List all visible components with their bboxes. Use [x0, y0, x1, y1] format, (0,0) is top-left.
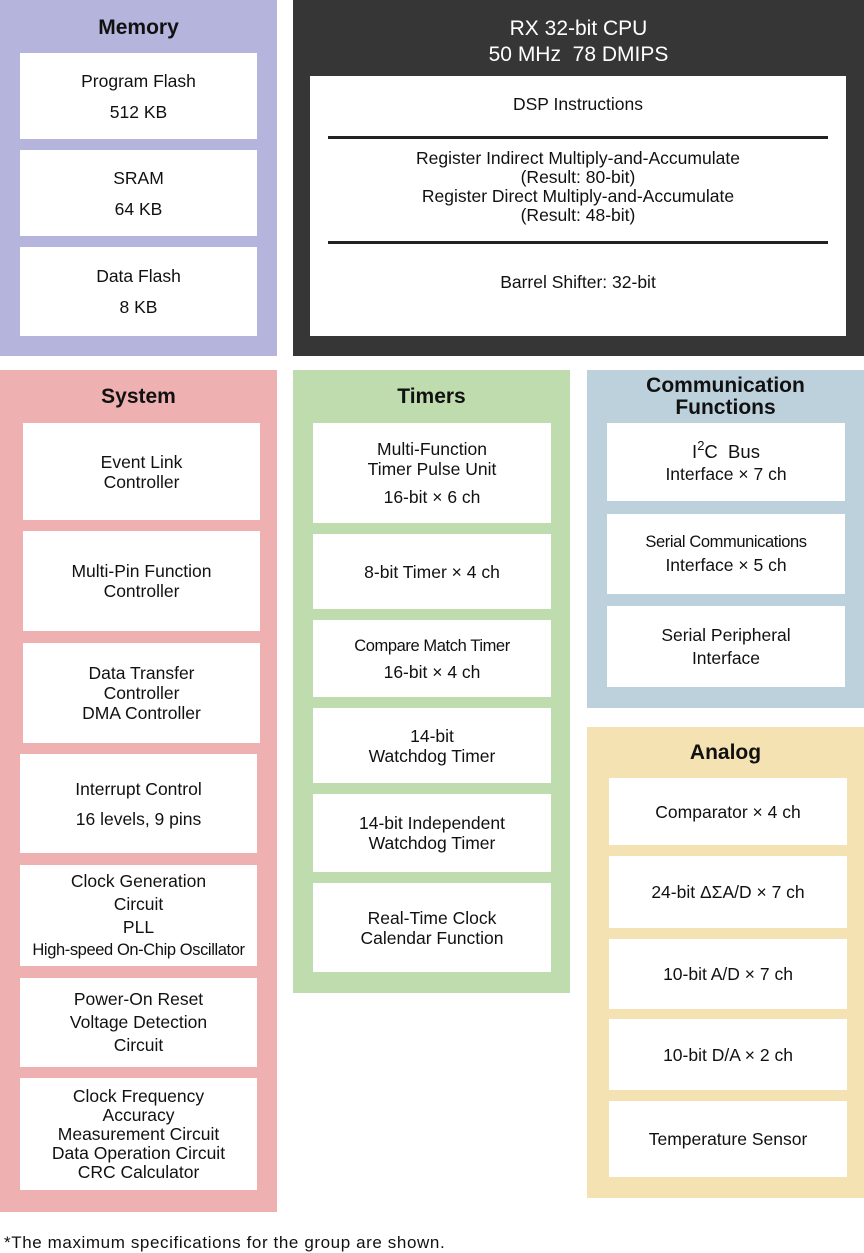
misc-line-4: Data Operation Circuit: [51, 1142, 226, 1163]
cpu-title-block: [293, 16, 864, 68]
10bit-dac-block: [609, 1019, 847, 1090]
wdt-line-2: Watchdog Timer: [368, 745, 496, 766]
dtc-line-1: Data Transfer: [88, 663, 195, 683]
i2c-line-1: [692, 440, 760, 464]
rspi-line-1: Serial Peripheral: [661, 624, 791, 645]
mac-indirect-result: (Result: 80-bit): [520, 167, 636, 187]
analog-panel: [587, 727, 864, 1198]
cpu-divider-bottom: [328, 241, 828, 244]
10bit-adc-block: [609, 939, 847, 1009]
i2c-suffix: C Bus: [704, 441, 760, 462]
cpu-spec: 50 MHz 78 DMIPS: [488, 43, 669, 66]
data-flash-name: Data Flash: [96, 266, 181, 286]
iwdt-line-1: 14-bit Independent: [359, 813, 505, 833]
i2c-superscript: 2: [697, 438, 705, 453]
analog-item-adc: 10-bit A/D × 7 ch: [663, 964, 793, 984]
power-on-reset-block: [20, 978, 257, 1067]
real-time-clock-block: [313, 883, 551, 972]
mac-direct-result: (Result: 48-bit): [520, 205, 636, 225]
por-line-1: Power-On Reset: [73, 989, 204, 1009]
dtc-line-3: DMA Controller: [82, 703, 201, 723]
timers-panel: [293, 370, 570, 993]
comm-title-line-1: Communication: [646, 374, 805, 397]
footnote: *The maximum specifications for the group are shown.: [4, 1233, 446, 1252]
clock-generation-circuit-block: [20, 865, 257, 966]
memory-panel: [0, 0, 277, 356]
dtc-line-2: Controller: [103, 683, 180, 703]
barrel-shifter: Barrel Shifter: 32-bit: [500, 272, 656, 292]
sci-line-2: Interface × 5 ch: [665, 555, 787, 575]
8bit-timer-block: [313, 534, 551, 609]
event-link-controller-block: [23, 423, 260, 520]
mpc-line-2: Controller: [103, 581, 180, 601]
analog-item-dac: 10-bit D/A × 2 ch: [663, 1044, 793, 1065]
por-line-3: Circuit: [113, 1035, 164, 1055]
watchdog-timer-block: [313, 708, 551, 783]
iwdt-line-2: Watchdog Timer: [368, 833, 496, 853]
memory-title: Memory: [98, 16, 179, 39]
temperature-sensor-block: [609, 1101, 847, 1177]
system-title: System: [101, 385, 176, 408]
mtu-line-1: Multi-Function: [377, 439, 487, 459]
cgc-line-3: PLL: [122, 916, 155, 937]
dsp-instructions: DSP Instructions: [512, 94, 643, 114]
sram-size: 64 KB: [114, 198, 163, 219]
i2c-prefix: I: [692, 441, 698, 462]
misc-line-2: Accuracy: [102, 1104, 175, 1125]
communication-title: [587, 375, 864, 419]
data-flash-size: 8 KB: [119, 297, 158, 317]
icu-line-1: Interrupt Control: [75, 778, 202, 799]
cpu-panel: [293, 0, 864, 356]
program-flash-size: 512 KB: [109, 101, 168, 122]
multi-pin-function-controller-block: [23, 531, 260, 631]
independent-watchdog-timer-block: [313, 794, 551, 872]
sram-block: [20, 150, 257, 236]
mtu-block: [313, 423, 551, 523]
analog-item-temperature-sensor: Temperature Sensor: [648, 1129, 808, 1149]
cgc-line-2: Circuit: [113, 893, 164, 914]
sram-name: SRAM: [113, 167, 164, 188]
analog-item-dsad: 24-bit ΔΣA/D × 7 ch: [651, 882, 805, 902]
wdt-line-1: 14-bit: [410, 725, 454, 746]
misc-line-1: Clock Frequency: [72, 1085, 205, 1106]
rspi-line-2: Interface: [691, 647, 761, 668]
program-flash-block: [20, 53, 257, 139]
mpc-line-1: Multi-Pin Function: [71, 561, 212, 581]
cmt-line-1: Compare Match Timer: [354, 636, 510, 655]
compare-match-timer-block: [313, 620, 551, 697]
comm-title-line-2: Functions: [675, 396, 776, 419]
interrupt-control-block: [20, 754, 257, 853]
misc-line-3: Measurement Circuit: [57, 1123, 220, 1144]
communication-panel: [587, 370, 864, 708]
cpu-features-block: [310, 76, 846, 336]
cpu-title: RX 32-bit CPU: [509, 17, 648, 40]
timers-title: Timers: [397, 385, 466, 408]
mac-indirect: Register Indirect Multiply-and-Accumulate: [416, 148, 740, 168]
cgc-line-4: High-speed On-Chip Oscillator: [32, 940, 245, 959]
por-line-2: Voltage Detection: [69, 1012, 208, 1032]
serial-peripheral-interface-block: [607, 606, 845, 687]
clock-accuracy-crc-block: [20, 1078, 257, 1190]
cmt-line-2: 16-bit × 4 ch: [383, 661, 481, 682]
tmr-text: 8-bit Timer × 4 ch: [364, 561, 500, 582]
elc-line-1: Event Link: [100, 451, 183, 472]
cpu-divider-top: [328, 136, 828, 139]
analog-item-comparator: Comparator × 4 ch: [655, 801, 801, 822]
mtu-line-2: Timer Pulse Unit: [367, 459, 497, 479]
icu-line-2: 16 levels, 9 pins: [75, 808, 202, 829]
serial-communications-block: [607, 514, 845, 594]
mtu-line-3: 16-bit × 6 ch: [383, 487, 481, 507]
data-flash-block: [20, 247, 257, 336]
delta-sigma-adc-block: [609, 856, 847, 928]
elc-line-2: Controller: [103, 471, 180, 492]
sci-line-1: Serial Communications: [645, 533, 807, 551]
data-transfer-controller-block: [23, 643, 260, 743]
analog-title: Analog: [689, 741, 762, 764]
comparator-block: [609, 778, 847, 845]
rtc-line-2: Calendar Function: [360, 927, 504, 948]
rtc-line-1: Real-Time Clock: [367, 907, 497, 928]
i2c-bus-block: [607, 423, 845, 501]
cgc-line-1: Clock Generation: [70, 870, 207, 891]
system-panel: [0, 370, 277, 1212]
misc-line-5: CRC Calculator: [77, 1161, 200, 1182]
i2c-line-2: Interface × 7 ch: [665, 464, 787, 484]
mac-direct: Register Direct Multiply-and-Accumulate: [421, 186, 735, 206]
program-flash-name: Program Flash: [81, 70, 196, 91]
